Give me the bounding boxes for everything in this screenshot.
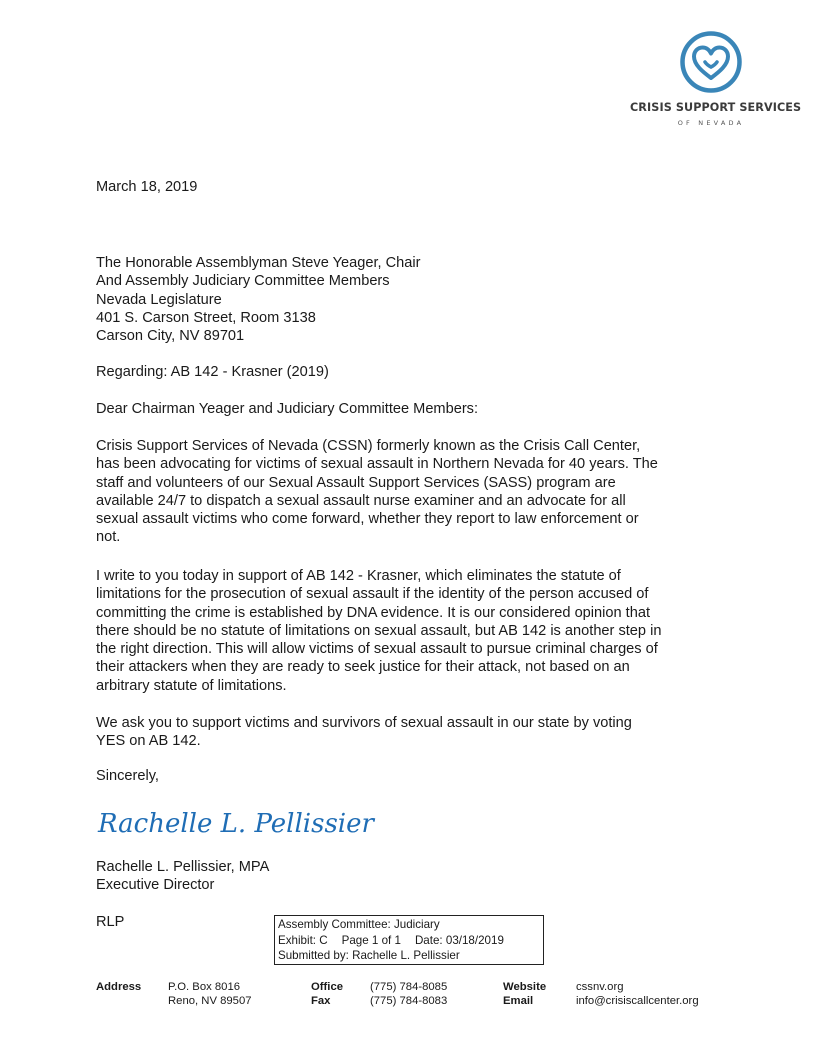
exhibit-label: Exhibit: C (278, 933, 328, 947)
footer-web (576, 980, 699, 1008)
exhibit-stamp (274, 915, 544, 965)
footer-office-phone: (775) 784-8085 (370, 981, 448, 993)
paragraph-line: the right direction. This will allow victims of sexual assault to pursue criminal charges of (96, 641, 658, 658)
paragraph-line: committing the crime is established by DNA evidence. It is our considered opinion that (96, 604, 651, 621)
footer-office-label: Office (311, 981, 344, 993)
body-paragraph-2 (96, 567, 736, 695)
footer-web-labels (503, 980, 546, 1008)
exhibit-submitted: Submitted by: Rachelle L. Pellissier (278, 949, 460, 963)
body-paragraph-1 (96, 437, 736, 547)
signature-text: Rachelle L. Pellissier (98, 809, 374, 839)
footer-fax-label: Fax (311, 995, 331, 1008)
closing: Sincerely, (96, 768, 159, 784)
recipient-line: 401 S. Carson Street, Room 3138 (96, 309, 316, 326)
recipient-line: Nevada Legislature (96, 291, 222, 308)
signer-name: Rachelle L. Pellissier, MPA (96, 859, 270, 875)
paragraph-line: their attackers when they are ready to seek justice for their attack, not based on an (96, 659, 630, 676)
recipient-address (96, 254, 421, 345)
exhibit-date: Date: 03/18/2019 (414, 933, 504, 947)
paragraph-line: there should be no statute of limitations on sexual assault, but AB 142 is another step in (96, 622, 662, 639)
footer-address (168, 980, 252, 1008)
regarding-line: Regarding: AB 142 - Krasner (2019) (96, 364, 329, 380)
exhibit-committee: Assembly Committee: Judiciary (278, 918, 440, 931)
footer-email-label: Email (503, 995, 534, 1008)
paragraph-line: Crisis Support Services of Nevada (CSSN) formerly known as the Crisis Call Center, (96, 438, 641, 454)
body-paragraph-3 (96, 714, 736, 751)
paragraph-line: available 24/7 to dispatch a sexual assault nurse examiner and an advocate for all (96, 492, 626, 509)
paragraph-line: arbitrary statute of limitations. (96, 677, 287, 694)
paragraph-line: We ask you to support victims and survivors of sexual assault in our state by voting (96, 715, 632, 731)
salutation: Dear Chairman Yeager and Judiciary Committee Members: (96, 401, 479, 417)
footer-address-line: P.O. Box 8016 (168, 981, 241, 993)
paragraph-line: YES on AB 142. (96, 733, 201, 750)
paragraph-line: I write to you today in support of AB 142 - Krasner, which eliminates the statute of (96, 568, 621, 584)
organization-logo (630, 30, 802, 127)
letter-date: March 18, 2019 (96, 179, 198, 195)
signer-title: Executive Director (96, 877, 215, 894)
paragraph-line: limitations for the prosecution of sexual assault if the identity of the person accused of (96, 586, 649, 603)
footer-website-label: Website (503, 981, 547, 993)
footer-address-line: Reno, NV 89507 (168, 995, 252, 1008)
paragraph-line: not. (96, 529, 121, 546)
footer-website[interactable]: cssnv.org (576, 981, 624, 993)
exhibit-details (278, 933, 540, 949)
logo-name: CRISIS SUPPORT SERVICES (630, 101, 802, 114)
footer-phone-labels (311, 980, 343, 1008)
paragraph-line: sexual assault victims who come forward, whether they report to law enforcement or (96, 511, 639, 528)
paragraph-line: staff and volunteers of our Sexual Assault Support Services (SASS) program are (96, 474, 616, 491)
signer-block (96, 858, 269, 895)
footer-fax-phone: (775) 784-8083 (370, 995, 448, 1008)
recipient-line: Carson City, NV 89701 (96, 328, 245, 345)
footer-phones (370, 980, 447, 1008)
heart-logo-icon (679, 30, 743, 94)
recipient-line: The Honorable Assemblyman Steve Yeager, Chair (96, 255, 421, 271)
footer-email[interactable]: info@crisiscallcenter.org (576, 995, 699, 1008)
footer-address-label: Address (96, 981, 142, 993)
logo-subtitle: OF NEVADA (677, 119, 745, 127)
recipient-line: And Assembly Judiciary Committee Members (96, 273, 390, 290)
typist-initials: RLP (96, 914, 125, 930)
signature (96, 802, 436, 842)
paragraph-line: has been advocating for victims of sexual assault in Northern Nevada for 40 years. The (96, 456, 658, 473)
exhibit-page: Page 1 of 1 (341, 933, 401, 947)
